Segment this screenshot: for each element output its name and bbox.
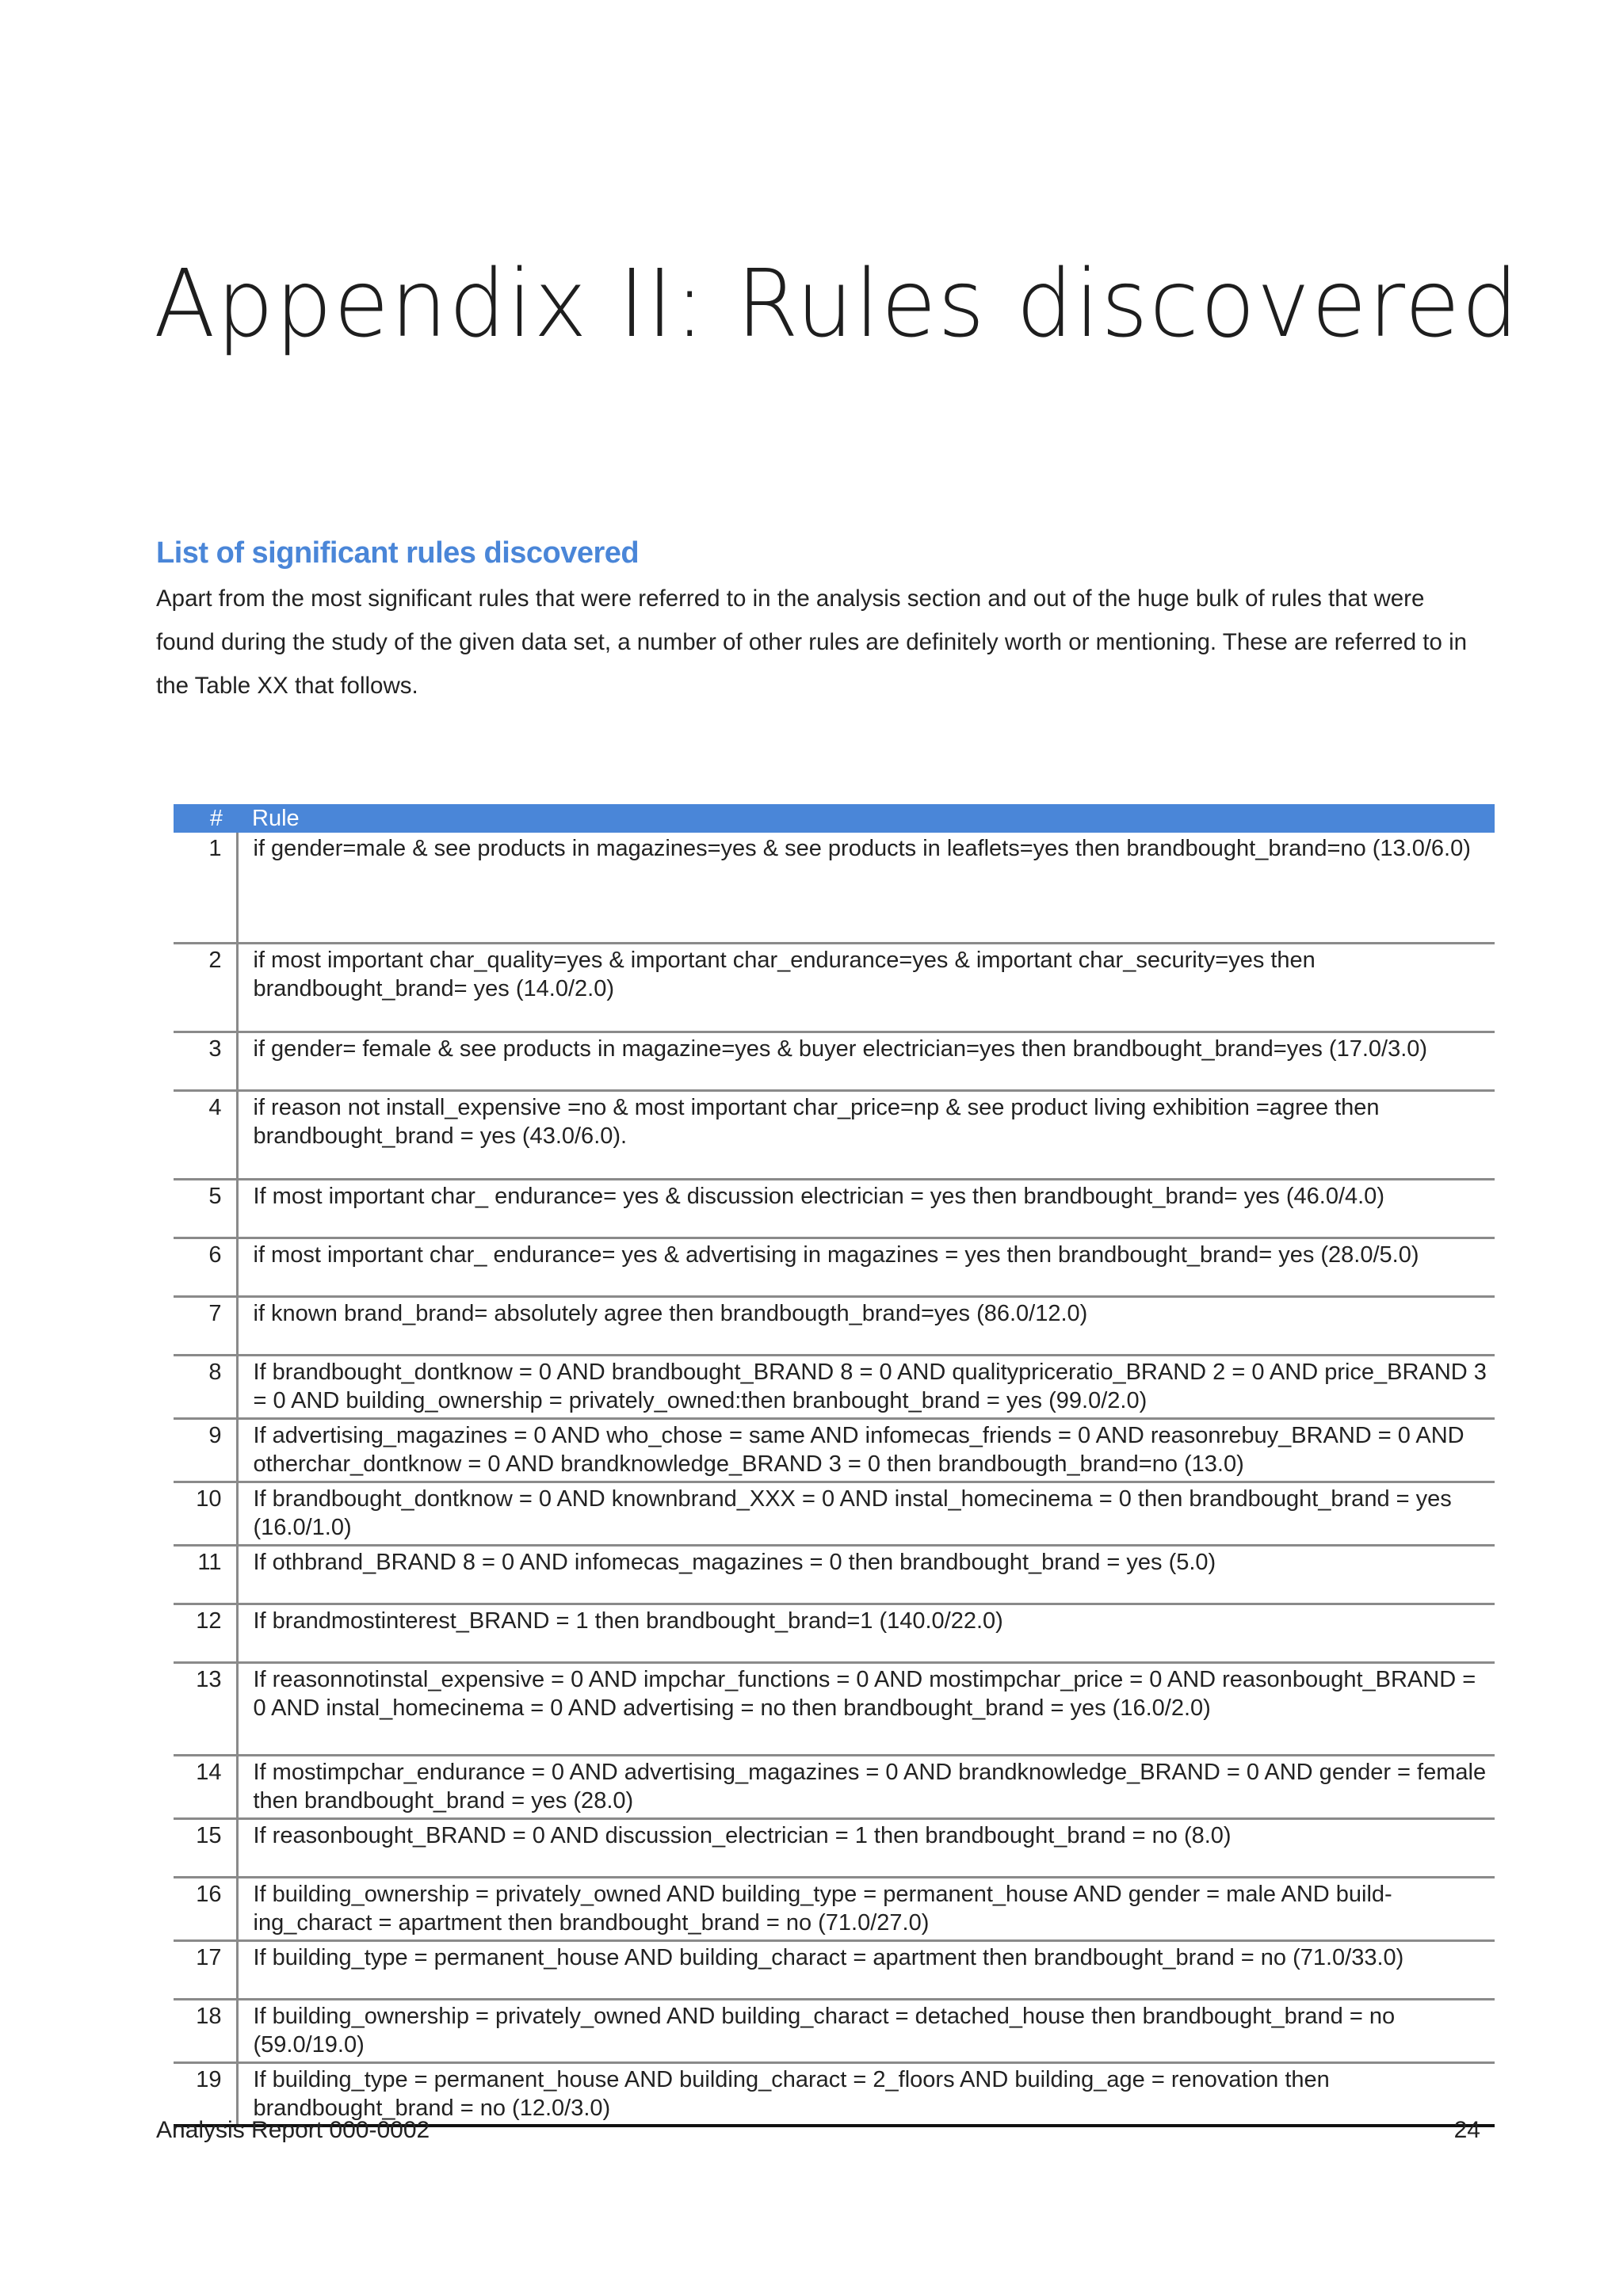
- rule-text: If advertising_magazines = 0 AND who_chose = same AND infomecas_friends = 0 AND reasonrebuy_BRAND = 0 AND otherchar_dontknow = 0 AND brandknowledge_BRAND 3 = 0 then brandbougth_brand=no (13.0): [237, 1418, 1495, 1482]
- table-row: [174, 1755, 1495, 1818]
- rule-text: If brandmostinterest_BRAND = 1 then brandbought_brand=1 (140.0/22.0): [237, 1604, 1495, 1662]
- column-header-number: #: [174, 804, 237, 833]
- rule-text: if most important char_ endurance= yes & advertising in magazines = yes then brandbought_brand= yes (28.0/5.0): [237, 1238, 1495, 1296]
- footer-report-id: Analysis Report 000-0002: [156, 2117, 430, 2143]
- rule-text: if most important char_quality=yes & important char_endurance=yes & important char_security=yes then brandbought_brand= yes (14.0/2.0): [237, 943, 1495, 1032]
- row-number: 7: [174, 1296, 237, 1355]
- rule-text: if gender= female & see products in magazine=yes & buyer electrician=yes then brandbought_brand=yes (17.0/3.0): [237, 1032, 1495, 1090]
- row-number: 16: [174, 1877, 237, 1940]
- table-row: [174, 1032, 1495, 1090]
- rule-text: if reason not install_expensive =no & most important char_price=np & see product living exhibition =agree then brandbought_brand = yes (43.0/6.0).: [237, 1090, 1495, 1179]
- row-number: 14: [174, 1755, 237, 1818]
- footer-page-number: 24: [1453, 2117, 1480, 2143]
- rule-text: If building_ownership = privately_owned AND building_charact = detached_house then brandbought_brand = no (59.0/19.0): [237, 1999, 1495, 2062]
- row-number: 2: [174, 943, 237, 1032]
- page-title: Appendix II: Rules discovered: [154, 249, 1520, 358]
- row-number: 15: [174, 1818, 237, 1877]
- table-row: [174, 833, 1495, 943]
- table-row: [174, 1877, 1495, 1940]
- rule-text: if known brand_brand= absolutely agree then brandbougth_brand=yes (86.0/12.0): [237, 1296, 1495, 1355]
- rules-table-body: [174, 833, 1495, 2126]
- row-number: 3: [174, 1032, 237, 1090]
- rule-text: If building_type = permanent_house AND building_charact = 2_floors AND building_age = renovation then brandbought_brand = no (12.0/3.0): [237, 2062, 1495, 2126]
- row-number: 10: [174, 1482, 237, 1545]
- table-row: [174, 2062, 1495, 2126]
- column-header-rule: Rule: [237, 804, 1495, 833]
- table-row: [174, 1604, 1495, 1662]
- rule-text: If brandbought_dontknow = 0 AND knownbrand_XXX = 0 AND instal_homecinema = 0 then brandbought_brand = yes (16.0/1.0): [237, 1482, 1495, 1545]
- table-row: [174, 1818, 1495, 1877]
- table-row: [174, 1179, 1495, 1238]
- row-number: 19: [174, 2062, 237, 2126]
- intro-paragraph: Apart from the most significant rules that were referred to in the analysis section and out of the huge bulk of rules that were found during the study of the given data set, a number of other rules are definitely worth or mentioning. These are referred to in the Table XX that follows.: [156, 585, 1468, 699]
- rule-text: If othbrand_BRAND 8 = 0 AND infomecas_magazines = 0 then brandbought_brand = yes (5.0): [237, 1545, 1495, 1604]
- row-number: 11: [174, 1545, 237, 1604]
- table-row: [174, 1238, 1495, 1296]
- row-number: 13: [174, 1662, 237, 1755]
- rule-text: If mostimpchar_endurance = 0 AND advertising_magazines = 0 AND brandknowledge_BRAND = 0 AND gender = female then brandbought_brand = yes (28.0): [237, 1755, 1495, 1818]
- table-row: [174, 1545, 1495, 1604]
- row-number: 6: [174, 1238, 237, 1296]
- rule-text: If reasonnotinstal_expensive = 0 AND impchar_functions = 0 AND mostimpchar_price = 0 AND reasonbought_BRAND = 0 AND instal_homecinema = 0 AND advertising = no then brandbought_brand = yes (16.0/2.0): [237, 1662, 1495, 1755]
- table-row: [174, 1940, 1495, 1999]
- row-number: 5: [174, 1179, 237, 1238]
- section-heading: List of significant rules discovered: [156, 536, 640, 570]
- table-row: [174, 1355, 1495, 1418]
- row-number: 1: [174, 833, 237, 943]
- row-number: 18: [174, 1999, 237, 2062]
- rule-text: If most important char_ endurance= yes & discussion electrician = yes then brandbought_brand= yes (46.0/4.0): [237, 1179, 1495, 1238]
- table-row: [174, 943, 1495, 1032]
- row-number: 17: [174, 1940, 237, 1999]
- row-number: 12: [174, 1604, 237, 1662]
- table-row: [174, 1662, 1495, 1755]
- row-number: 4: [174, 1090, 237, 1179]
- row-number: 8: [174, 1355, 237, 1418]
- table-header-row: [174, 804, 1495, 833]
- table-row: [174, 1296, 1495, 1355]
- table-row: [174, 1482, 1495, 1545]
- table-row: [174, 1090, 1495, 1179]
- rule-text: If building_type = permanent_house AND building_charact = apartment then brandbought_brand = no (71.0/33.0): [237, 1940, 1495, 1999]
- rule-text: if gender=male & see products in magazines=yes & see products in leaflets=yes then brandbought_brand=no (13.0/6.0): [237, 833, 1495, 943]
- rule-text: If building_ownership = privately_owned AND building_type = permanent_house AND gender = male AND build-ing_charact = apartment then brandbought_brand = no (71.0/27.0): [237, 1877, 1495, 1940]
- table-row: [174, 1999, 1495, 2062]
- table-row: [174, 1418, 1495, 1482]
- rule-text: If reasonbought_BRAND = 0 AND discussion_electrician = 1 then brandbought_brand = no (8.0): [237, 1818, 1495, 1877]
- rule-text: If brandbought_dontknow = 0 AND brandbought_BRAND 8 = 0 AND qualitypriceratio_BRAND 2 = 0 AND price_BRAND 3 = 0 AND building_ownership = privately_owned:then branbought_brand = yes (99.0/2.0): [237, 1355, 1495, 1418]
- rules-table: [174, 804, 1495, 2127]
- row-number: 9: [174, 1418, 237, 1482]
